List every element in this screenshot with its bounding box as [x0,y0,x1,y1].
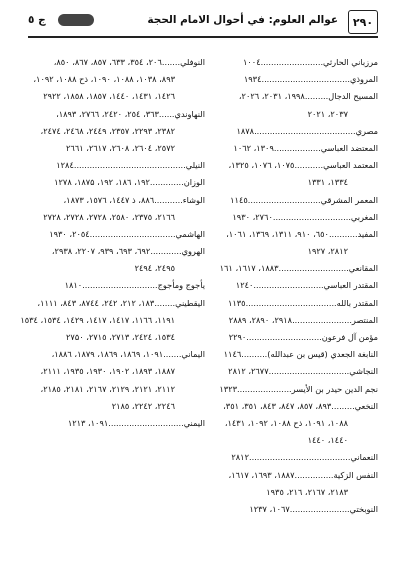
index-entry-line: المفيد...........٦٥۰، ۹۱۰، ۱۳۱۱، ۱۳٦۹، ۱۰٦۱، [226,228,378,239]
index-entry-line: المنتصر.......................۲۹۱۸، ۲۸۹۰، ۲۸۸۹ [228,314,378,325]
index-entry-line: ۱۸۸۷، ۱۸۹۳، ۱۹۰۲، ۱۹۳۰، ۱۹۳٥، ۲۱۱۱، [40,366,175,377]
index-entry-line: الوشاء...........۸۸٦، ذ ۱٤٤۷، ۱٥۷٦، ۱۸۷۳، [63,194,205,205]
index-column-right [213,54,378,518]
index-entry-line: ۲۳۸۲، ۲۲۹۳، ۲۳٥۷، ۲٤٤۹، ۲٤٦۸، ۲٤۷٤، [40,125,175,136]
index-entry-line: النخعي.........۸۹۳، ۸٥۷، ۸٤۷، ۸٤۳، ۳٥۱، ۳٥۱، [223,400,378,411]
index-entry-line: ۲٥۷۲، ۲٦۰٤، ۲٦۰۸، ۲٦۱۷، ۲٦٦۱ [66,142,175,153]
header-divider [28,36,378,38]
index-entry-line: ۲۱۸۳، ۲۱٦۷، ۲۱٦، ۱۹۳٥ [266,486,348,497]
index-entry-line: نجم الدين حيدر بن الأيسر.....................۱۳۲۳ [219,383,378,394]
index-entry-line: ۱٤۲٦، ۱٤۳۱، ۱٤٤۰، ۱۸٥۷، ۱۸٥۸، ۲۹۲۲ [43,91,175,102]
index-entry-line: اليمني.............................۱۰۹۱، ۱۲۱۳ [67,417,205,428]
page-header [28,10,378,34]
index-entry-line: المعتضد العباسي..................۱۳۰۹، ۱۰٦۲ [233,142,378,153]
index-entry-line: المغربي..............................۲۷٦۰، ۱۹۳۰ [232,211,378,222]
index-entry-line: يأجوج ومأجوج.............................۱۸۱۰ [64,280,205,291]
index-entry-line: ۲۸۱۲، ۱۹۲۷ [307,246,348,257]
index-entry-line: المروذي..................................۱۹۳٤ [243,74,378,85]
ornament-icon [58,14,94,26]
volume-label: ج ٥ [28,14,46,26]
index-entry-line: النابغة الجعدي (قيس بن عبدالله)..........۱۱٤٦ [223,349,378,360]
index-entry-line: اليقطيني........۱۸۳، ۲۱۲، ۲٤۲، ۸۷٤٤، ۸٤۳، ۱۱۱۱، [37,297,205,308]
index-entry-line: المقتدر العباسي...........................۱۲٤۰ [235,280,378,291]
index-entry-line: النيلي...........................................۱۲۸٤ [56,160,205,171]
index-entry-line: مؤمن آل فرعون.............................۲۲۹۰ [228,332,378,342]
index-entry-line: مصري.......................................۱۸۷۸ [236,125,378,136]
index-entry-line: الهاشمي.................................۲۰٥٤، ۱۹۳۰ [49,228,205,239]
index-entry-line: المعمر المشرقي............................۱۱٤٥ [230,194,378,205]
index-entry-line: ۲۱٦٦، ۲۳۷٥، ۲٥۸۰، ۲۷۲۸، ۲۷۲۸، ۲۷۲۸ [43,211,175,222]
index-entry-line: اليماني.......۱۰۹۱، ۱۸٦۹، ۱۸٦۹، ۱۸۷۹، ۱۸۸٦، [51,349,205,360]
index-column-left [20,54,205,432]
index-entry-line: النوفلي.......۲۰٦، ۳٥٤، ٦۳۳، ۸٥۷، ۸٦۷، ۸٥۰، [53,57,205,67]
index-entry-line: ۲۱۱۲، ۲۱۲۱، ۲۱۲۹، ۲۱٦۷، ۲۱۸۱، ۲۱۸٥، [40,383,175,394]
index-entry-line: الوزان.............۱۹۲، ۱۸٦، ۱۹۲، ۱۸۷۵، ۱۲۷۸ [54,177,205,188]
index-entry-line: ۱٤٤۰، ۱٤٤۰ [307,435,348,446]
index-entry-line: المقتدر بالله...................................۱۱۳٥ [227,297,378,308]
index-entry-line: النوبختي.......................۱۰٦۷، ۱۲۳۷ [249,503,378,514]
index-entry-line: ۱۱۹۱، ۱۱٦٦، ۱٤۱۷، ۱٤۱۷، ۱٤۲۹، ۱٥۳٤، ۱٥۳٤ [20,314,175,325]
index-entry-line: المعتمد العباسي...........۱۰۷٥، ۱۰۷٦، ۱۳۲٥، [228,160,378,171]
index-entry-line: الهروي............٦۹۲، ٦۹۳، ۹۳۹، ۲۲۰۷، ۲۹۳۸، [51,246,205,257]
index-entry-line: ۲۲٤٦، ۲۲٤۲، ۲۱۸٥ [111,400,175,411]
index-entry-line: النجاشي...............................۲٦۷۷، ۲۸۱۲ [228,366,378,377]
index-entry-line: ۲٤۹٥، ۲٤۹٤ [134,263,175,274]
page-number: ۲۹۰ [348,10,378,34]
index-entry-line: ۲۰۳۷، ۲۰۲۱ [307,108,348,119]
index-entry-line: النعماني.......................................۲۸۱۲ [231,452,378,463]
index-entry-line: مرزباني الحارثي........................۱۰۰٤ [243,57,378,67]
index-entry-line: النفس الزكية...............۱۸۸۷، ۱٦۹۳، ۱٦۱۷، [228,469,378,480]
index-entry-line: النهاوندي......۳٦۳، ۲٥٤، ۲٤۲۰، ۲۷٦٦، ۱۸۹۳، [56,108,205,119]
index-entry-line: المسيح الدجال.........۱۹۹۸، ۲۰۳۱، ۲۰۲٦، [238,91,378,102]
index-entry-line: ۱۳۳٤، ۱۳۳۱ [307,177,348,188]
index-entry-line: ۱٥۳٤، ۲٤۲٤، ۲۷۱۳، ۲۷۱٥، ۲۷۵۰ [66,332,175,342]
book-title: عوالم العلوم: في أحوال الامام الحجة [147,14,338,26]
index-entry-line: ۱۰۸۸، ۱۰۹۱، ذح ۱۰۸۸، ۱۰۹۲، ۱٤۳۱، [224,417,348,428]
index-entry-line: ۸۹۳، ۱۰۳۸، ۱۰۸۸، ۱۰۹۰، ذح ۱۰۸۸، ۱۰۹۲، [33,74,175,85]
index-entry-line: المقانعي...........................۱۸۸۳، ۱٦۱۷، ۱٦۱ [219,263,378,274]
